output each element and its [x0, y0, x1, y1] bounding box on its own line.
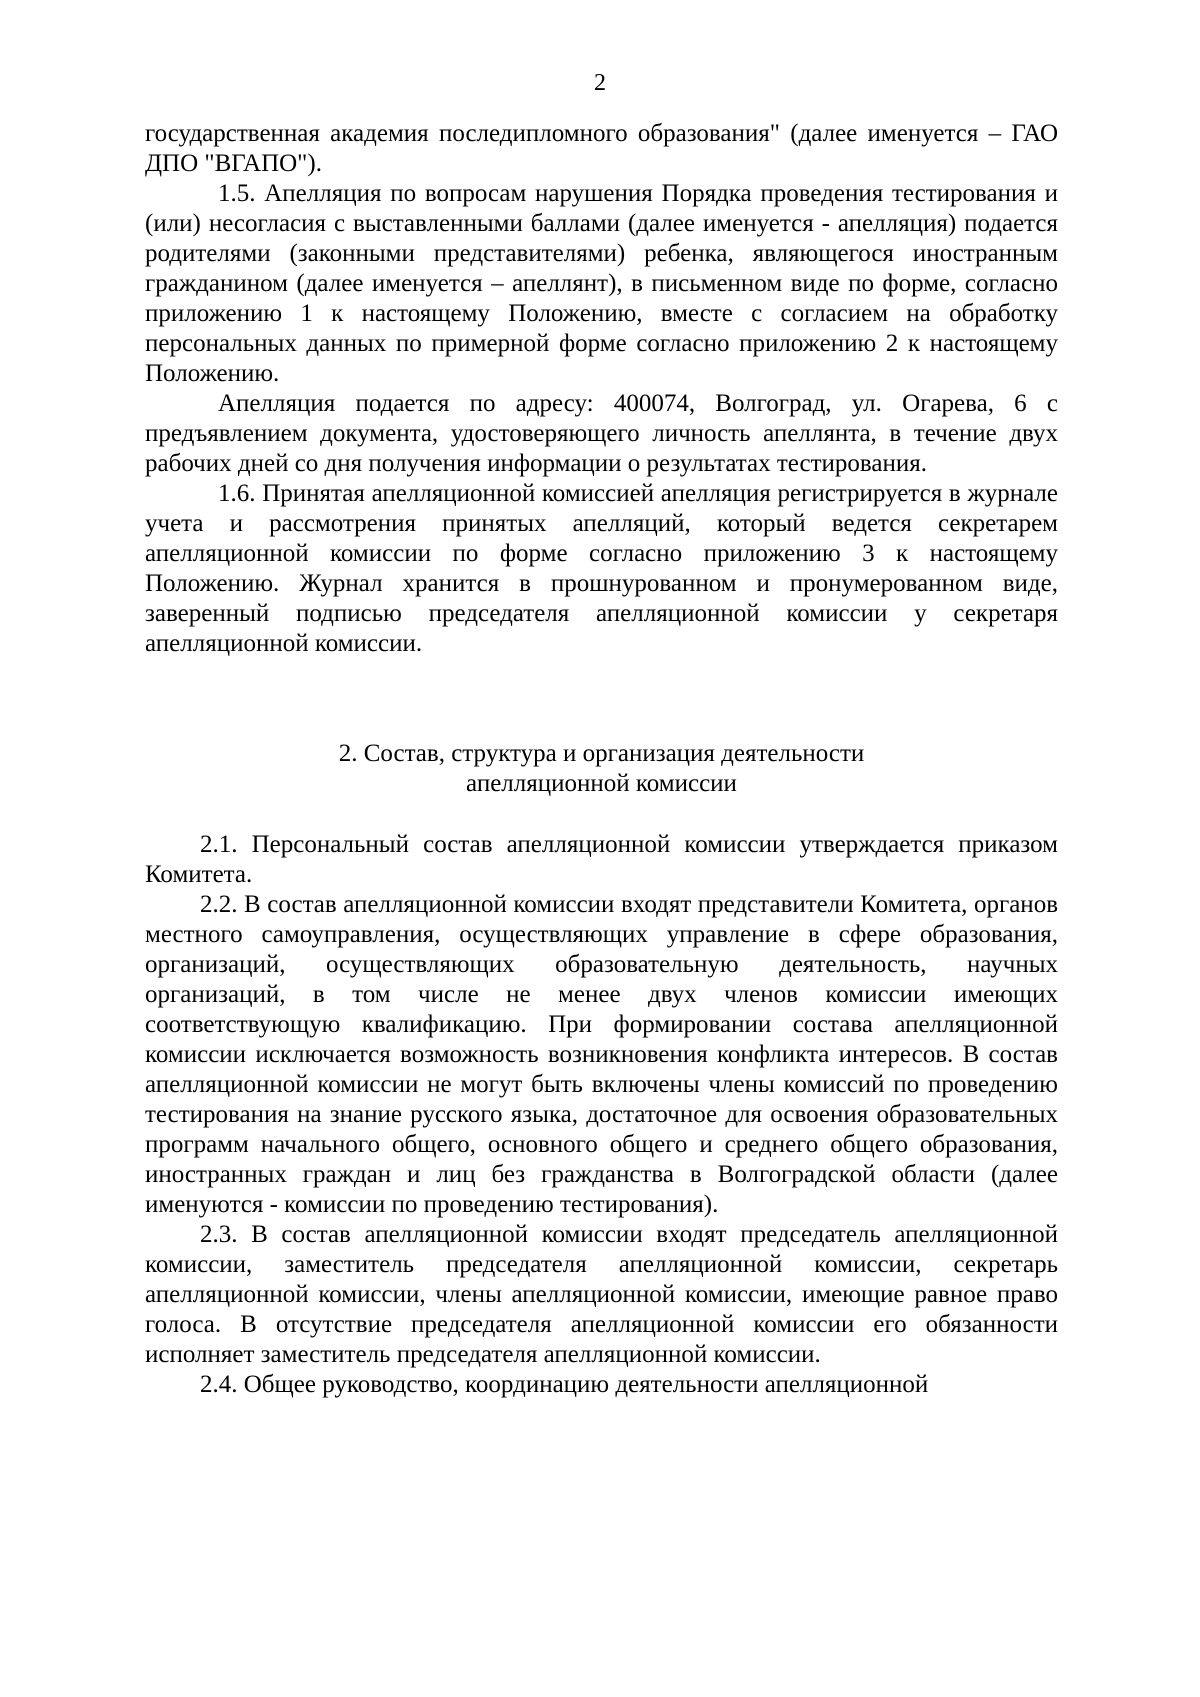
- section-2-heading: [145, 739, 1058, 799]
- paragraph-2-3: 2.3. В состав апелляционной комиссии входят председатель апелляционной комиссии, заместитель председателя апелляционной комиссии, секретарь апелляционной комиссии, члены апелляционной комиссии, имеющие равное право голоса. В отсутствие председателя апелляционной комиссии его обязанности исполняет заместитель председателя апелляционной комиссии.: [145, 1221, 1058, 1368]
- page-number: 2: [594, 70, 606, 96]
- section-2-heading-line-2: апелляционной комиссии: [466, 770, 737, 797]
- section-spacer: [145, 799, 1058, 830]
- paragraph-1-5: 1.5. Апелляция по вопросам нарушения Порядка проведения тестирования и (или) несогласия с выставленными баллами (далее именуется - апелляция) подается родителями (законными представителями) ребенка, являющегося иностранным гражданином (далее именуется – апеллянт), в письменном виде по форме, согласно приложению 1 к настоящему Положению, вместе с согласием на обработку персональных данных по примерной форме согласно приложению 2 к настоящему Положению.: [145, 180, 1058, 387]
- paragraph-2-1: 2.1. Персональный состав апелляционной комиссии утверждается приказом Комитета.: [145, 831, 1058, 888]
- section-2-heading-line-1: 2. Состав, структура и организация деятельности: [338, 740, 865, 767]
- paragraph-2-4: 2.4. Общее руководство, координацию деятельности апелляционной: [200, 1371, 929, 1398]
- paragraph-2-2: 2.2. В состав апелляционной комиссии входят представители Комитета, органов местного самоуправления, осуществляющих управление в сфере образования, организаций, осуществляющих образовательную деятельность, научных организаций, в том числе не менее двух членов комиссии имеющих соответствующую квалификацию. При формировании состава апелляционной комиссии исключается возможность возникновения конфликта интересов. В состав апелляционной комиссии не могут быть включены члены комиссий по проведению тестирования на знание русского языка, достаточное для освоения образовательных программ начального общего, основного общего и среднего общего образования, иностранных граждан и лиц без гражданства в Волгоградской области (далее именуются - комиссии по проведению тестирования).: [145, 891, 1058, 1218]
- paragraph-appeal-address: Апелляция подается по адресу: 400074, Волгоград, ул. Огарева, 6 с предъявлением документа, удостоверяющего личность апеллянта, в течение двух рабочих дней со дня получения информации о результатах тестирования.: [145, 390, 1058, 477]
- paragraph-intro: государственная академия последипломного образования" (далее именуется – ГАО ДПО "ВГАПО").: [145, 120, 1058, 177]
- paragraph-1-6: 1.6. Принятая апелляционной комиссией апелляция регистрируется в журнале учета и рассмотрения принятых апелляций, который ведется секретарем апелляционной комиссии по форме согласно приложению 3 к настоящему Положению. Журнал хранится в прошнурованном и пронумерованном виде, заверенный подписью председателя апелляционной комиссии у секретаря апелляционной комиссии.: [145, 480, 1058, 657]
- document-body: [145, 119, 1058, 1400]
